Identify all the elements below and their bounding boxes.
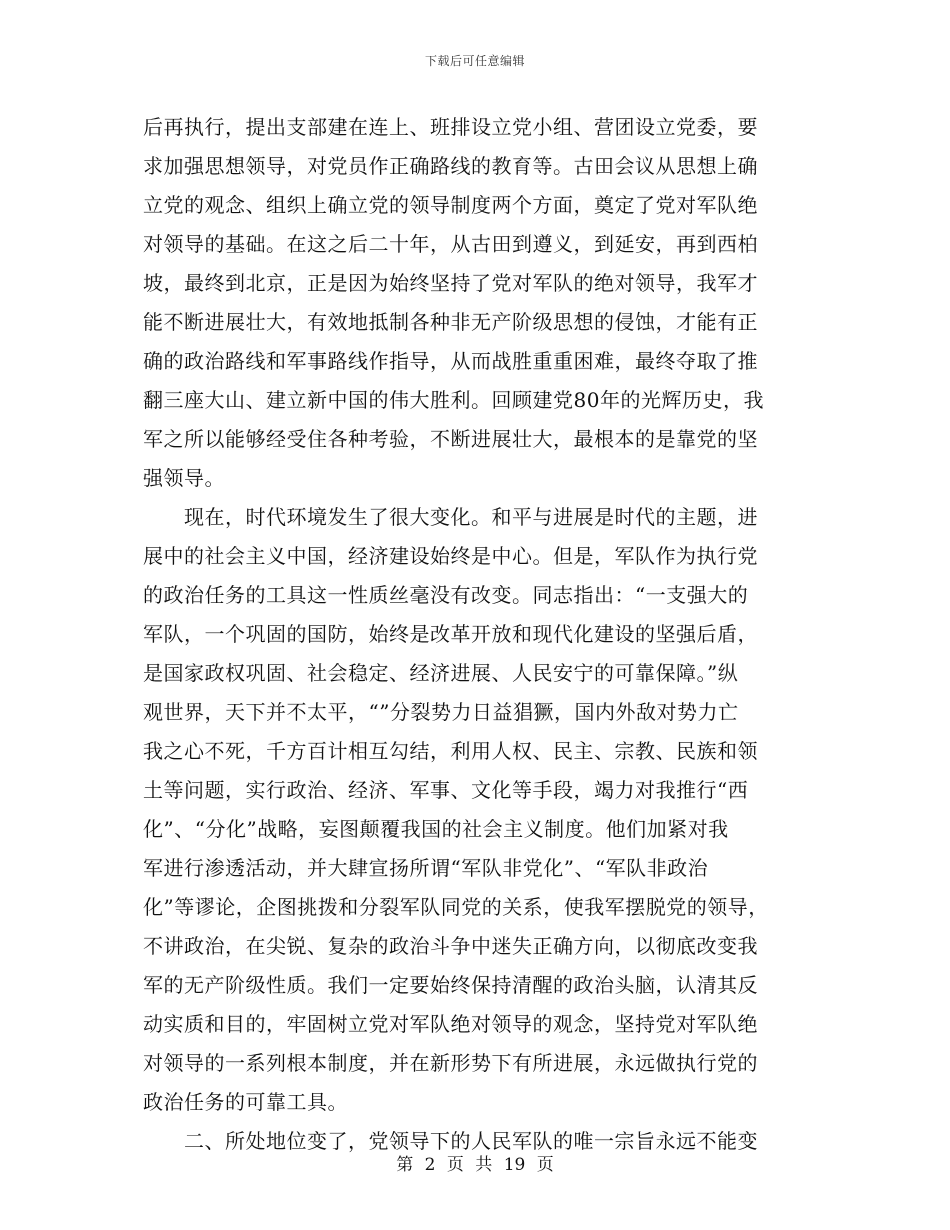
- text-line: 确的政治路线和军事路线作指导，从而战胜重重困难，最终夺取了推: [143, 349, 758, 373]
- text-line: 强领导。: [143, 466, 225, 490]
- text-line: 对领导的一系列根本制度，并在新形势下有所进展，永远做执行党的: [143, 1051, 758, 1075]
- text-line: 军的无产阶级性质。我们一定要始终保持清醒的政治头脑，认清其反: [143, 973, 758, 997]
- text-line: 是国家政权巩固、社会稳定、经济进展、人民安宁的可靠保障。”纵: [143, 661, 739, 685]
- text-line: 化”、“分化”战略，妄图颠覆我国的社会主义制度。他们加紧对我: [143, 817, 729, 841]
- text-line: 不讲政治，在尖锐、复杂的政治斗争中迷失正确方向，以彻底改变我: [143, 934, 758, 958]
- text-line: 动实质和目的，牢固树立党对军队绝对领导的观念，坚持党对军队绝: [143, 1012, 758, 1036]
- text-line: 翻三座大山、建立新中国的伟大胜利。回顾建党80年的光辉历史，我: [143, 388, 764, 412]
- text-line: 后再执行，提出支部建在连上、班排设立党小组、营团设立党委，要: [143, 115, 758, 139]
- text-line: 我之心不死，千方百计相互勾结，利用人权、民主、宗教、民族和领: [143, 739, 758, 763]
- text-line: 求加强思想领导，对党员作正确路线的教育等。古田会议从思想上确: [143, 154, 758, 178]
- document-body: [143, 112, 808, 1165]
- text-line: 军队，一个巩固的国防，始终是改革开放和现代化建设的坚强后盾，: [143, 622, 758, 646]
- page-header: 下载后可任意编辑: [424, 54, 525, 68]
- text-line: 观世界，天下并不太平，“”分裂势力日益猖獗，国内外敌对势力亡: [143, 700, 739, 724]
- page-footer: 第 2 页 共 19 页: [396, 1155, 554, 1175]
- text-line: 的政治任务的工具这一性质丝毫没有改变。同志指出：“一支强大的: [143, 583, 749, 607]
- text-line: 土等问题，实行政治、经济、军事、文化等手段，竭力对我推行“西: [143, 778, 749, 802]
- text-line: 二、所处地位变了，党领导下的人民军队的唯一宗旨永远不能变: [143, 1129, 758, 1153]
- text-line: 政治任务的可靠工具。: [143, 1090, 348, 1114]
- text-line: 坡，最终到北京，正是因为始终坚持了党对军队的绝对领导，我军才: [143, 271, 758, 295]
- text-line: 对领导的基础。在这之后二十年，从古田到遵义，到延安，再到西柏: [143, 232, 758, 256]
- text-line: 军进行渗透活动，并大肆宣扬所谓“军队非党化”、“军队非政治: [143, 856, 709, 880]
- text-line: 能不断进展壮大，有效地抵制各种非无产阶级思想的侵蚀，才能有正: [143, 310, 758, 334]
- text-line: 立党的观念、组织上确立党的领导制度两个方面，奠定了党对军队绝: [143, 193, 758, 217]
- text-line: 军之所以能够经受住各种考验，不断进展壮大，最根本的是靠党的坚: [143, 427, 758, 451]
- text-line: 现在，时代环境发生了很大变化。和平与进展是时代的主题，进: [143, 505, 758, 529]
- text-line: 展中的社会主义中国，经济建设始终是中心。但是，军队作为执行党: [143, 544, 758, 568]
- text-line: 化”等谬论，企图挑拨和分裂军队同党的关系，使我军摆脱党的领导，: [143, 895, 769, 919]
